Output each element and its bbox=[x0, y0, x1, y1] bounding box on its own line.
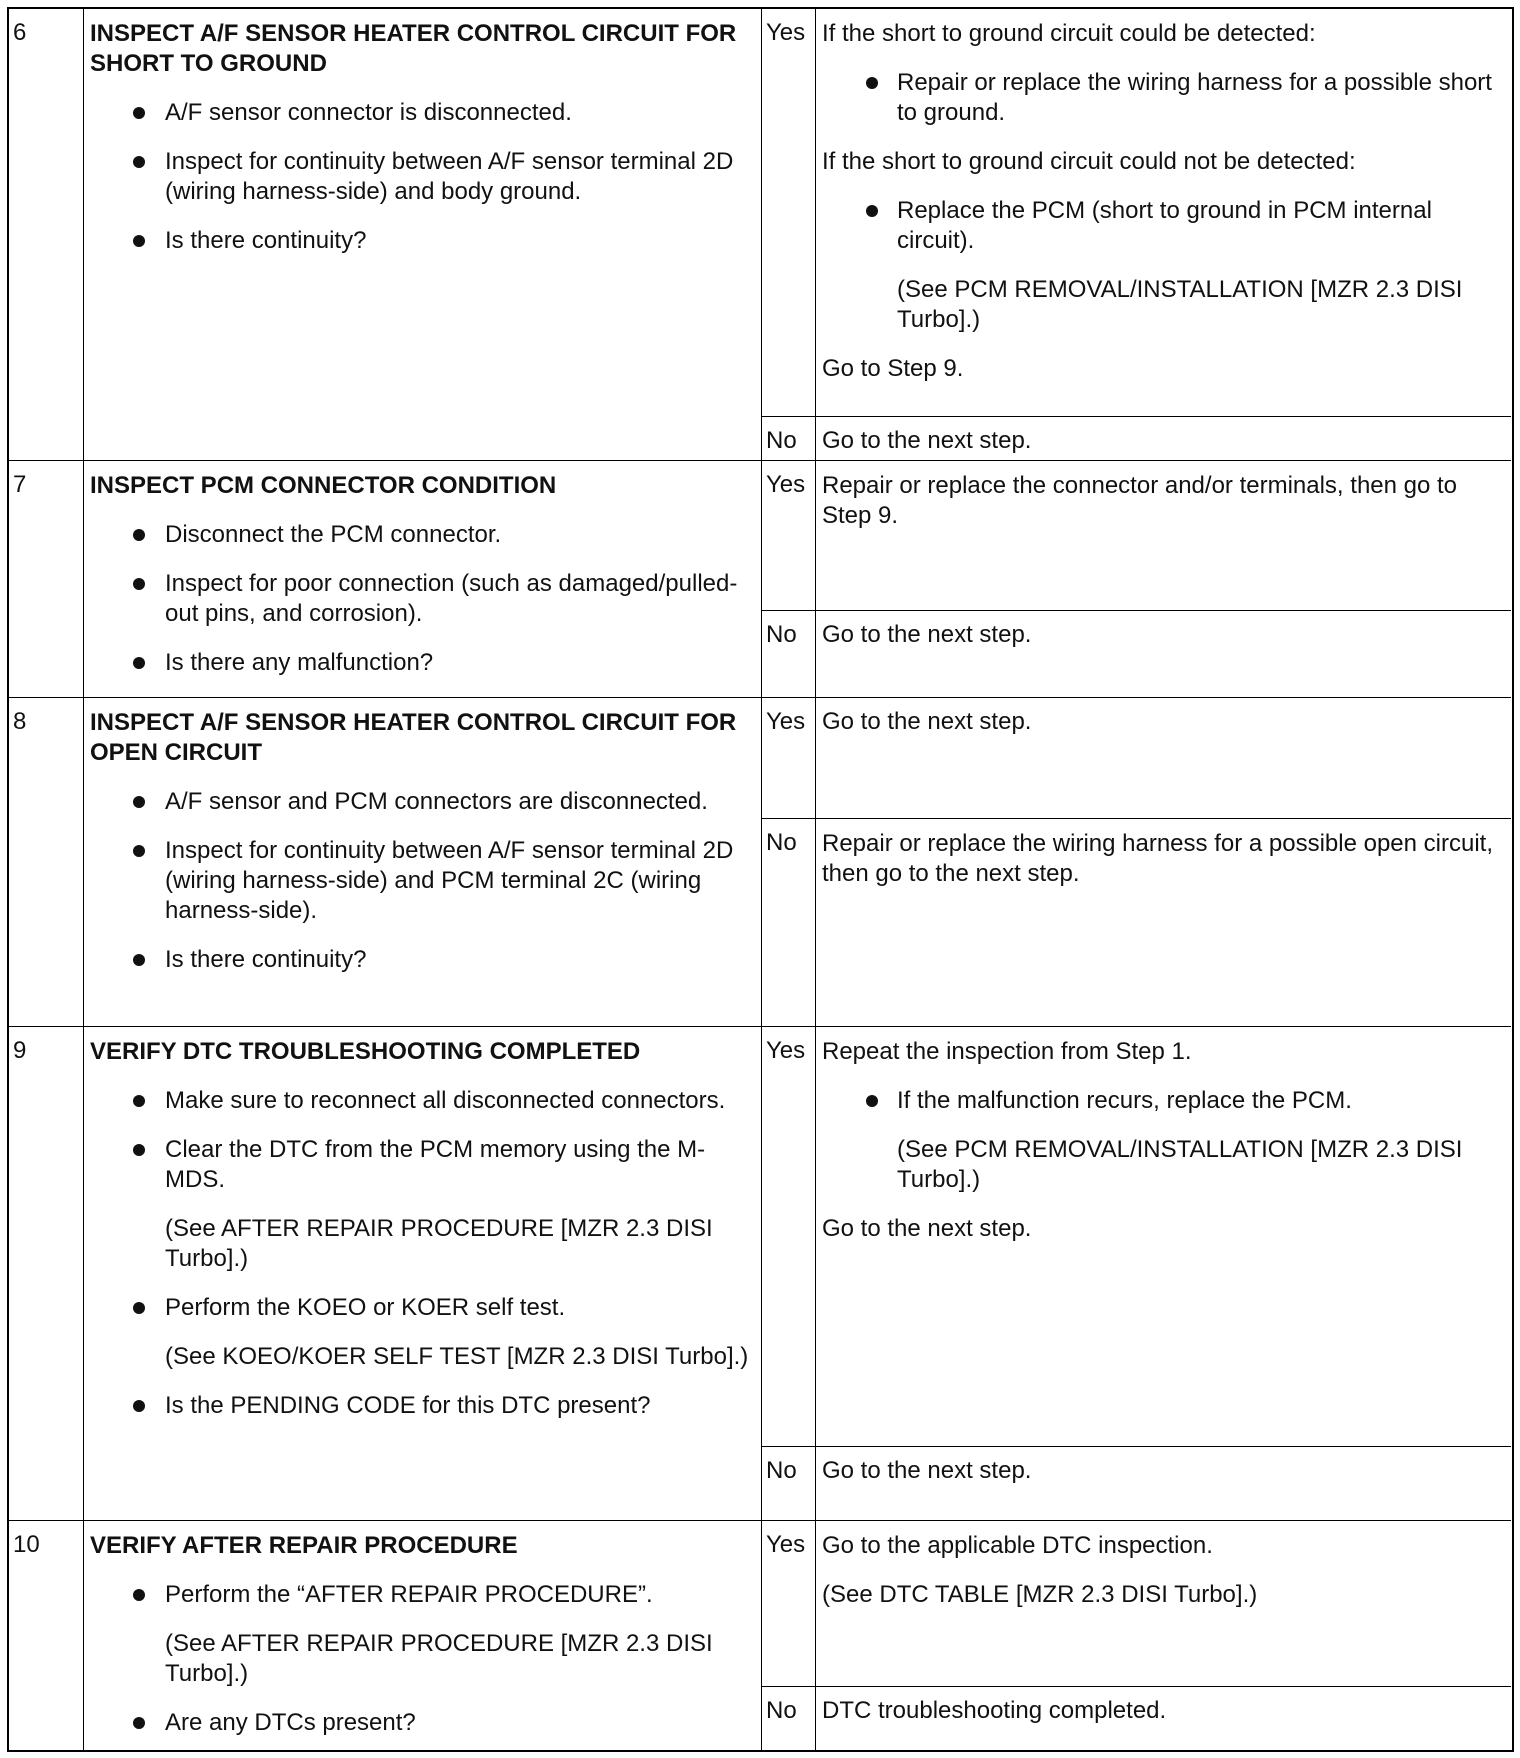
procedure-item: Clear the DTC from the PCM memory using the M-MDS. bbox=[90, 1135, 753, 1195]
reference-note: (See AFTER REPAIR PROCEDURE [MZR 2.3 DISI Turbo].) bbox=[165, 1630, 713, 1687]
reference-note: (See AFTER REPAIR PROCEDURE [MZR 2.3 DISI Turbo].) bbox=[165, 1215, 713, 1272]
action-item: Replace the PCM (short to ground in PCM internal circuit). bbox=[822, 196, 1501, 256]
no-label: No bbox=[762, 819, 816, 1027]
procedure-item: Is there continuity? bbox=[90, 945, 753, 975]
bullet-icon bbox=[133, 1400, 145, 1412]
step-title: INSPECT A/F SENSOR HEATER CONTROL CIRCUIT FOR OPEN CIRCUIT bbox=[90, 709, 737, 766]
bullet-icon bbox=[133, 954, 145, 966]
procedure-item: A/F sensor and PCM connectors are disconnected. bbox=[90, 787, 753, 817]
bullet-icon bbox=[133, 1144, 145, 1156]
step-row-6 bbox=[9, 9, 1511, 461]
bullet-icon bbox=[133, 235, 145, 247]
yes-action: Repair or replace the connector and/or terminals, then go to Step 9. bbox=[822, 472, 1458, 529]
no-label: No bbox=[762, 611, 816, 698]
yes-result bbox=[762, 9, 1511, 417]
step-row-8 bbox=[9, 698, 1511, 1027]
step-number: 9 bbox=[9, 1027, 84, 1520]
step-title: VERIFY AFTER REPAIR PROCEDURE bbox=[90, 1532, 518, 1559]
step-procedure bbox=[84, 698, 762, 1026]
step-results bbox=[762, 1027, 1511, 1520]
no-action: Go to the next step. bbox=[822, 427, 1032, 454]
step-results bbox=[762, 1521, 1511, 1752]
step-number: 6 bbox=[9, 9, 84, 460]
procedure-item: Inspect for continuity between A/F sensor terminal 2D (wiring harness-side) and body ground. bbox=[90, 147, 753, 207]
step-results bbox=[762, 698, 1511, 1026]
no-result bbox=[762, 417, 1511, 461]
no-action: DTC troubleshooting completed. bbox=[822, 1697, 1167, 1724]
no-label: No bbox=[762, 1447, 816, 1521]
yes-label: Yes bbox=[762, 1027, 816, 1446]
yes-label: Yes bbox=[762, 698, 816, 818]
no-result bbox=[762, 819, 1511, 1027]
yes-label: Yes bbox=[762, 9, 816, 416]
yes-action: Go to the next step. bbox=[822, 708, 1032, 735]
step-number: 8 bbox=[9, 698, 84, 1026]
procedure-item: Inspect for poor connection (such as damaged/pulled-out pins, and corrosion). bbox=[90, 569, 753, 629]
procedure-item: Is the PENDING CODE for this DTC present? bbox=[90, 1391, 753, 1421]
step-number: 10 bbox=[9, 1521, 84, 1752]
bullet-icon bbox=[133, 796, 145, 808]
reference-note: (See KOEO/KOER SELF TEST [MZR 2.3 DISI Turbo].) bbox=[165, 1343, 749, 1370]
procedure-item: Perform the “AFTER REPAIR PROCEDURE”. bbox=[90, 1580, 753, 1610]
bullet-icon bbox=[133, 1095, 145, 1107]
bullet-icon bbox=[133, 1589, 145, 1601]
yes-label: Yes bbox=[762, 1521, 816, 1686]
reference-note: (See PCM REMOVAL/INSTALLATION [MZR 2.3 DISI Turbo].) bbox=[897, 276, 1463, 333]
bullet-icon bbox=[133, 1717, 145, 1729]
bullet-icon bbox=[133, 107, 145, 119]
step-title: INSPECT PCM CONNECTOR CONDITION bbox=[90, 472, 557, 499]
procedure-item: Are any DTCs present? bbox=[90, 1708, 753, 1738]
bullet-icon bbox=[133, 578, 145, 590]
yes-result bbox=[762, 1027, 1511, 1447]
no-result bbox=[762, 611, 1511, 698]
yes-result bbox=[762, 461, 1511, 611]
step-row-7 bbox=[9, 461, 1511, 698]
action-item: Repair or replace the wiring harness for a possible short to ground. bbox=[822, 68, 1501, 128]
bullet-icon bbox=[133, 657, 145, 669]
step-procedure bbox=[84, 461, 762, 697]
yes-label: Yes bbox=[762, 461, 816, 610]
no-result bbox=[762, 1687, 1511, 1752]
yes-result bbox=[762, 1521, 1511, 1687]
step-results bbox=[762, 9, 1511, 460]
step-results bbox=[762, 461, 1511, 697]
step-procedure bbox=[84, 9, 762, 460]
procedure-item: A/F sensor connector is disconnected. bbox=[90, 98, 753, 128]
bullet-icon bbox=[133, 156, 145, 168]
bullet-icon bbox=[866, 205, 878, 217]
procedure-item: Is there continuity? bbox=[90, 226, 753, 256]
bullet-icon bbox=[133, 1302, 145, 1314]
yes-action: Go to the applicable DTC inspection. (See DTC TABLE [MZR 2.3 DISI Turbo].) bbox=[822, 1532, 1258, 1608]
procedure-item: Is there any malfunction? bbox=[90, 648, 753, 678]
action-item: If the malfunction recurs, replace the PCM. bbox=[822, 1086, 1501, 1116]
no-result bbox=[762, 1447, 1511, 1521]
step-procedure bbox=[84, 1521, 762, 1752]
procedure-item: Perform the KOEO or KOER self test. bbox=[90, 1293, 753, 1323]
no-label: No bbox=[762, 417, 816, 461]
no-action: Go to the next step. bbox=[822, 621, 1032, 648]
reference-note: (See PCM REMOVAL/INSTALLATION [MZR 2.3 DISI Turbo].) bbox=[897, 1136, 1463, 1193]
no-action: Go to the next step. bbox=[822, 1457, 1032, 1484]
yes-action: Repeat the inspection from Step 1. If the malfunction recurs, replace the PCM. (See PCM REMOVAL/INSTALLATION [MZR 2.3 DISI Turbo].) Go to the next step. bbox=[816, 1027, 1511, 1263]
step-number: 7 bbox=[9, 461, 84, 697]
bullet-icon bbox=[133, 529, 145, 541]
bullet-icon bbox=[133, 845, 145, 857]
step-title: VERIFY DTC TROUBLESHOOTING COMPLETED bbox=[90, 1038, 641, 1065]
step-title: INSPECT A/F SENSOR HEATER CONTROL CIRCUIT FOR SHORT TO GROUND bbox=[90, 20, 737, 77]
yes-action: If the short to ground circuit could be detected: Repair or replace the wiring harness for a possible short to ground. If the short to ground circuit could not be detected: Replace the PCM (short to ground in PCM internal circuit). (See PCM REMOVAL/INSTALLATION [MZR 2.3 DISI Turbo].) Go to Step 9. bbox=[816, 9, 1511, 403]
no-action: Repair or replace the wiring harness for a possible open circuit, then go to the next step. bbox=[822, 830, 1494, 887]
step-procedure bbox=[84, 1027, 762, 1520]
troubleshooting-table bbox=[7, 7, 1514, 1752]
procedure-item: Inspect for continuity between A/F sensor terminal 2D (wiring harness-side) and PCM terminal 2C (wiring harness-side). bbox=[90, 836, 753, 926]
bullet-icon bbox=[866, 77, 878, 89]
step-row-10 bbox=[9, 1521, 1511, 1752]
no-label: No bbox=[762, 1687, 816, 1752]
step-row-9 bbox=[9, 1027, 1511, 1521]
yes-result bbox=[762, 698, 1511, 819]
bullet-icon bbox=[866, 1095, 878, 1107]
procedure-item: Make sure to reconnect all disconnected connectors. bbox=[90, 1086, 753, 1116]
procedure-item: Disconnect the PCM connector. bbox=[90, 520, 753, 550]
